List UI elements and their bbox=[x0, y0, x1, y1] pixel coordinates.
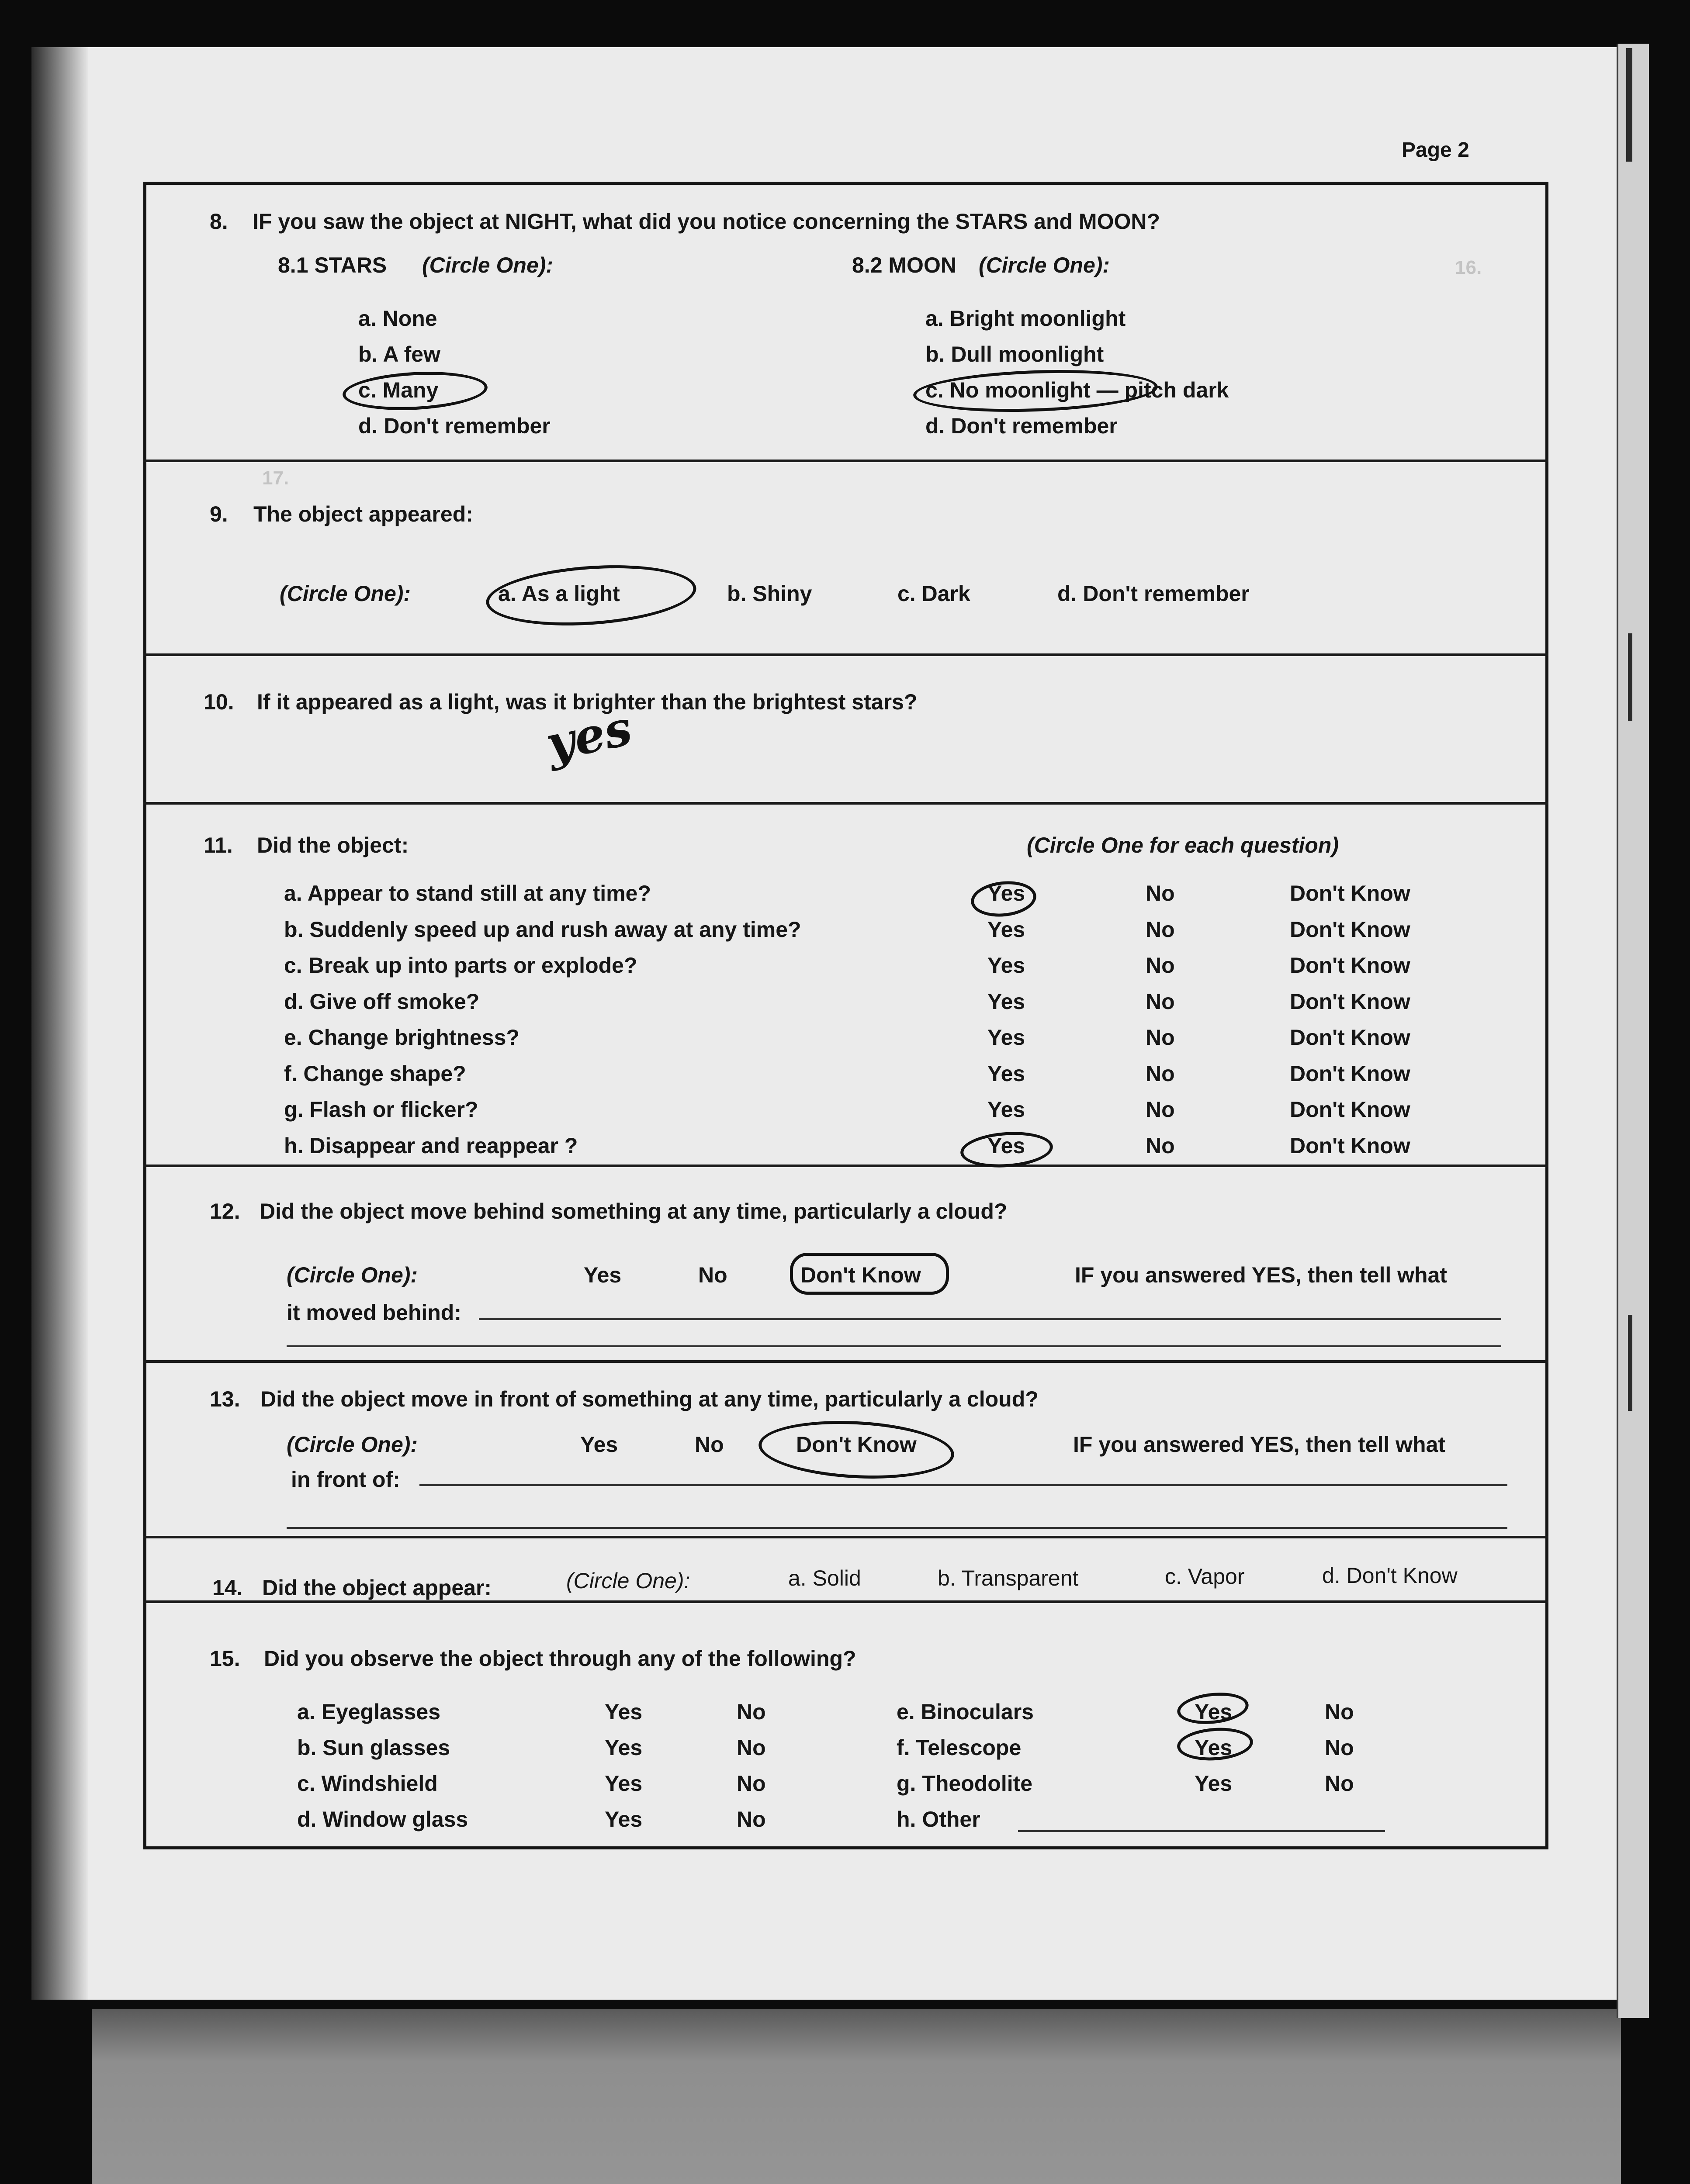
q13-option-yes[interactable]: Yes bbox=[580, 1432, 618, 1457]
q12-number: 12. bbox=[210, 1199, 240, 1223]
answer-line[interactable] bbox=[1018, 1830, 1385, 1832]
section-divider bbox=[143, 1600, 1548, 1603]
q15-answer-no[interactable]: No bbox=[737, 1771, 766, 1796]
q12-followup: IF you answered YES, then tell what bbox=[1075, 1263, 1448, 1287]
q10-number: 10. bbox=[204, 690, 234, 714]
q12-option-no[interactable]: No bbox=[698, 1263, 727, 1287]
section-divider bbox=[143, 1536, 1548, 1538]
q14-number: 14. bbox=[212, 1576, 243, 1600]
q15-number: 15. bbox=[210, 1646, 240, 1671]
q11-answer-yes[interactable]: Yes bbox=[987, 881, 1025, 905]
q15-item: d. Window glass bbox=[297, 1807, 468, 1832]
q15-answer-yes[interactable]: Yes bbox=[1195, 1771, 1233, 1796]
q9-option[interactable]: b. Shiny bbox=[727, 581, 812, 606]
q11-answer-yes[interactable]: Yes bbox=[987, 917, 1025, 942]
q9-instruction: (Circle One): bbox=[280, 581, 411, 606]
section-divider bbox=[143, 460, 1548, 462]
q15-answer-yes[interactable]: Yes bbox=[605, 1771, 643, 1796]
section-divider bbox=[143, 1360, 1548, 1363]
q15-answer-no[interactable]: No bbox=[1325, 1771, 1354, 1796]
q13-question: Did the object move in front of something at any time, particularly a cloud? bbox=[260, 1387, 1039, 1411]
q8-question: IF you saw the object at NIGHT, what did you notice concerning the STARS and MOON? bbox=[253, 209, 1160, 234]
q8-moon-heading: 8.2 MOON bbox=[852, 253, 956, 277]
q8-stars-instruction: (Circle One): bbox=[422, 253, 554, 277]
scan-artifact bbox=[1628, 1315, 1632, 1411]
q8-stars-heading: 8.1 STARS bbox=[278, 253, 387, 277]
q15-item: h. Other bbox=[897, 1807, 980, 1832]
q11-item: c. Break up into parts or explode? bbox=[284, 953, 637, 978]
answer-line[interactable] bbox=[479, 1318, 1501, 1320]
q11-answer-dont-know[interactable]: Don't Know bbox=[1290, 953, 1410, 978]
q11-answer-yes[interactable]: Yes bbox=[987, 1133, 1025, 1158]
q15-item: c. Windshield bbox=[297, 1771, 438, 1796]
q13-followup-label: in front of: bbox=[291, 1467, 400, 1492]
q11-answer-no[interactable]: No bbox=[1146, 989, 1175, 1014]
q11-answer-dont-know[interactable]: Don't Know bbox=[1290, 917, 1410, 942]
q8-moon-option[interactable]: d. Don't remember bbox=[925, 414, 1118, 438]
q11-item: b. Suddenly speed up and rush away at any time? bbox=[284, 917, 801, 942]
q8-stars-option[interactable]: d. Don't remember bbox=[358, 414, 551, 438]
q15-answer-yes[interactable]: Yes bbox=[605, 1807, 643, 1832]
q11-answer-no[interactable]: No bbox=[1146, 953, 1175, 978]
q9-number: 9. bbox=[210, 502, 228, 526]
q11-answer-no[interactable]: No bbox=[1146, 1097, 1175, 1122]
q11-answer-yes[interactable]: Yes bbox=[987, 1061, 1025, 1086]
q11-answer-no[interactable]: No bbox=[1146, 917, 1175, 942]
q12-question: Did the object move behind something at any time, particularly a cloud? bbox=[260, 1199, 1008, 1223]
q14-option[interactable]: b. Transparent bbox=[938, 1566, 1079, 1590]
q15-item: b. Sun glasses bbox=[297, 1735, 450, 1760]
q11-answer-no[interactable]: No bbox=[1146, 1061, 1175, 1086]
q8-stars-option[interactable]: b. A few bbox=[358, 342, 440, 366]
q8-moon-option[interactable]: b. Dull moonlight bbox=[925, 342, 1104, 366]
q15-answer-no[interactable]: No bbox=[1325, 1700, 1354, 1724]
q11-answer-dont-know[interactable]: Don't Know bbox=[1290, 1025, 1410, 1050]
section-divider bbox=[143, 802, 1548, 805]
q10-question: If it appeared as a light, was it brighter than the brightest stars? bbox=[257, 690, 918, 714]
q11-answer-dont-know[interactable]: Don't Know bbox=[1290, 1061, 1410, 1086]
q13-instruction: (Circle One): bbox=[287, 1432, 418, 1457]
q15-answer-no[interactable]: No bbox=[737, 1735, 766, 1760]
scan-artifact bbox=[1628, 633, 1632, 721]
q15-answer-no[interactable]: No bbox=[737, 1807, 766, 1832]
section-divider bbox=[143, 1165, 1548, 1167]
q11-answer-dont-know[interactable]: Don't Know bbox=[1290, 881, 1410, 905]
q9-option[interactable]: d. Don't remember bbox=[1057, 581, 1250, 606]
q14-option[interactable]: d. Don't Know bbox=[1322, 1563, 1458, 1588]
show-through-text: 17. bbox=[262, 467, 289, 489]
q11-question: Did the object: bbox=[257, 833, 409, 857]
q13-number: 13. bbox=[210, 1387, 240, 1411]
q15-item: e. Binoculars bbox=[897, 1700, 1034, 1724]
q11-number: 11. bbox=[204, 833, 233, 857]
answer-line[interactable] bbox=[419, 1484, 1507, 1486]
q14-question: Did the object appear: bbox=[262, 1576, 492, 1600]
q14-instruction: (Circle One): bbox=[566, 1569, 690, 1593]
circled-answer-mark bbox=[790, 1253, 949, 1295]
page-number: Page 2 bbox=[1402, 138, 1469, 162]
q15-item: a. Eyeglasses bbox=[297, 1700, 441, 1724]
q15-answer-yes[interactable]: Yes bbox=[1195, 1735, 1233, 1760]
q8-moon-option[interactable]: a. Bright moonlight bbox=[925, 306, 1126, 331]
q11-answer-yes[interactable]: Yes bbox=[987, 1097, 1025, 1122]
q11-answer-yes[interactable]: Yes bbox=[987, 1025, 1025, 1050]
q13-option-dont-know[interactable]: Don't Know bbox=[796, 1432, 917, 1457]
page-edge-shadow bbox=[31, 47, 88, 2000]
q11-item: h. Disappear and reappear ? bbox=[284, 1133, 578, 1158]
q12-option-yes[interactable]: Yes bbox=[584, 1263, 622, 1287]
q15-item: f. Telescope bbox=[897, 1735, 1022, 1760]
q12-followup-label: it moved behind: bbox=[287, 1300, 461, 1325]
underlying-sheet bbox=[92, 2009, 1621, 2184]
q12-instruction: (Circle One): bbox=[287, 1263, 418, 1287]
answer-line[interactable] bbox=[287, 1527, 1507, 1529]
q11-answer-no[interactable]: No bbox=[1146, 1133, 1175, 1158]
q11-item: e. Change brightness? bbox=[284, 1025, 519, 1050]
q13-followup: IF you answered YES, then tell what bbox=[1073, 1432, 1446, 1457]
q11-answer-yes[interactable]: Yes bbox=[987, 989, 1025, 1014]
q11-answer-dont-know[interactable]: Don't Know bbox=[1290, 989, 1410, 1014]
q8-stars-option[interactable]: c. Many bbox=[358, 378, 439, 402]
q8-number: 8. bbox=[210, 209, 228, 234]
q15-answer-no[interactable]: No bbox=[737, 1700, 766, 1724]
q15-item: g. Theodolite bbox=[897, 1771, 1033, 1796]
q9-question: The object appeared: bbox=[253, 502, 473, 526]
q11-answer-no[interactable]: No bbox=[1146, 1025, 1175, 1050]
q13-option-no[interactable]: No bbox=[695, 1432, 724, 1457]
q15-answer-yes[interactable]: Yes bbox=[1195, 1700, 1233, 1724]
q9-option[interactable]: a. As a light bbox=[498, 581, 620, 606]
q14-option[interactable]: c. Vapor bbox=[1165, 1564, 1245, 1589]
q11-item: g. Flash or flicker? bbox=[284, 1097, 478, 1122]
q15-answer-yes[interactable]: Yes bbox=[605, 1700, 643, 1724]
show-through-text: 16. bbox=[1455, 257, 1482, 278]
q15-answer-yes[interactable]: Yes bbox=[605, 1735, 643, 1760]
q11-answer-yes[interactable]: Yes bbox=[987, 953, 1025, 978]
q8-moon-instruction: (Circle One): bbox=[979, 253, 1110, 277]
section-divider bbox=[143, 653, 1548, 656]
q12-option-dont-know[interactable]: Don't Know bbox=[800, 1263, 921, 1287]
q15-question: Did you observe the object through any of the following? bbox=[264, 1646, 856, 1671]
q8-moon-option[interactable]: c. No moonlight — pitch dark bbox=[925, 378, 1229, 402]
handwritten-answer: yes bbox=[541, 699, 637, 772]
q11-answer-dont-know[interactable]: Don't Know bbox=[1290, 1133, 1410, 1158]
q9-option[interactable]: c. Dark bbox=[897, 581, 970, 606]
scan-right-strip bbox=[1618, 44, 1649, 2018]
q11-item: a. Appear to stand still at any time? bbox=[284, 881, 651, 905]
q8-stars-option[interactable]: a. None bbox=[358, 306, 437, 331]
scan-artifact bbox=[1626, 48, 1632, 162]
q11-item: d. Give off smoke? bbox=[284, 989, 480, 1014]
q11-item: f. Change shape? bbox=[284, 1061, 466, 1086]
q11-answer-no[interactable]: No bbox=[1146, 881, 1175, 905]
answer-line[interactable] bbox=[287, 1345, 1501, 1347]
q11-instruction: (Circle One for each question) bbox=[1027, 833, 1339, 857]
q15-answer-no[interactable]: No bbox=[1325, 1735, 1354, 1760]
q14-option[interactable]: a. Solid bbox=[788, 1566, 861, 1590]
q11-answer-dont-know[interactable]: Don't Know bbox=[1290, 1097, 1410, 1122]
